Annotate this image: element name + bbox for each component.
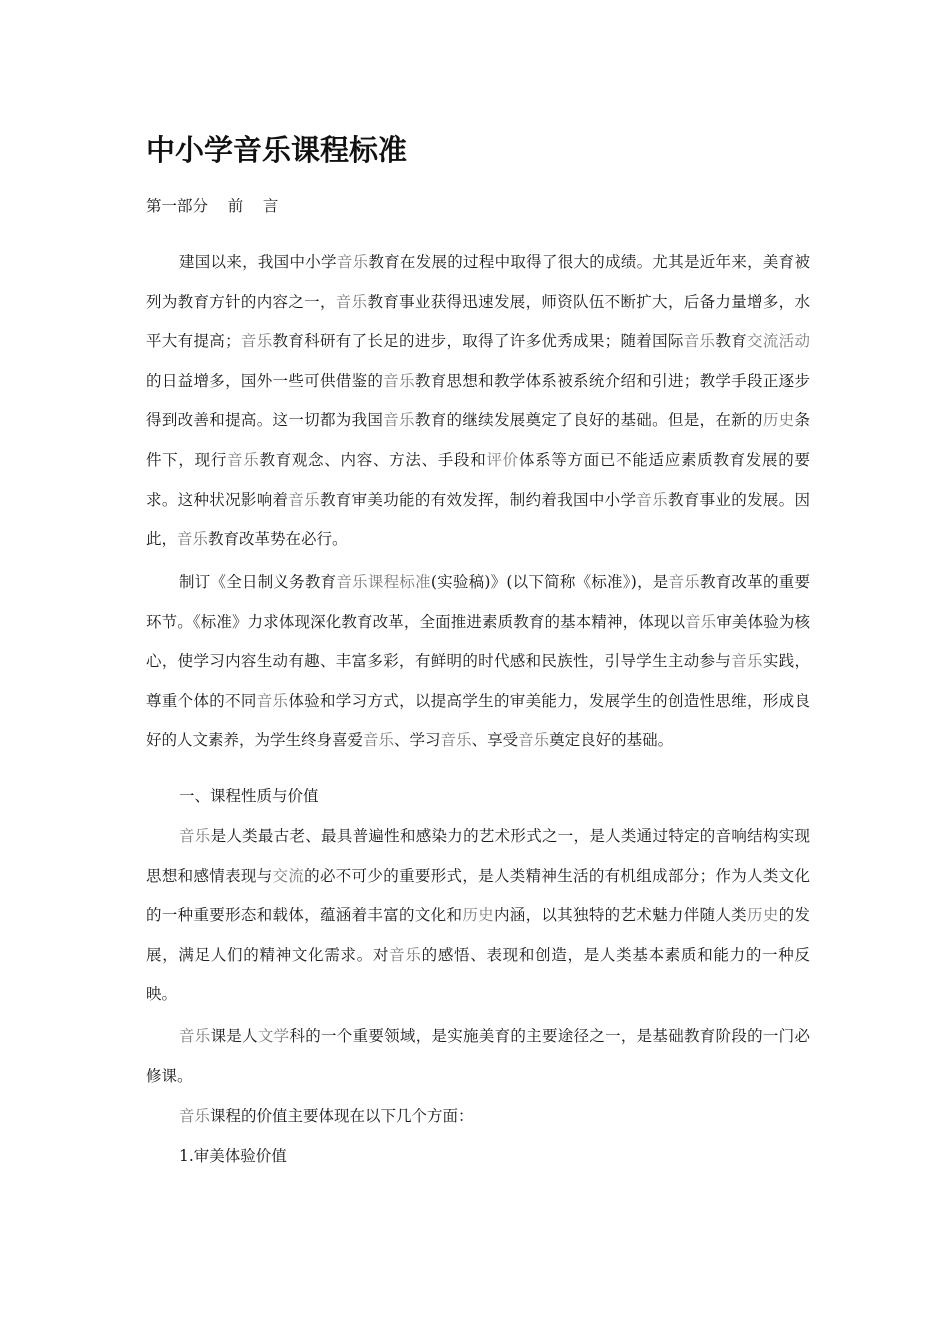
keyword-link[interactable]: 音乐 [668, 573, 701, 591]
text-run: 教育科研有了长足的进步，取得了许多优秀成果；随着国际 [272, 332, 684, 351]
section-heading-course-nature [146, 777, 810, 817]
paragraph-music-nature [146, 817, 810, 1015]
text-run: 、学习 [394, 731, 441, 750]
keyword-link[interactable]: 音乐 [518, 731, 550, 750]
text-run: 教育改革势在必行。 [208, 530, 348, 549]
text-run: 审美体验价值 [193, 1147, 287, 1165]
keyword-link[interactable]: 音乐 [179, 827, 211, 845]
keyword-link[interactable]: 交流 [272, 866, 305, 885]
text-run: 实践，尊重个体的不同 [146, 652, 810, 710]
text-run: 教育事业的发展。因此， [146, 490, 810, 549]
text-run: 内涵，以其独特的艺术魅力伴随人类 [493, 906, 747, 925]
text-run: (实验稿)》(以下简称《标准》)，是 [430, 573, 669, 591]
keyword-link[interactable]: 音乐 [363, 731, 395, 750]
keyword-link[interactable]: 音乐 [383, 411, 415, 430]
text-run: 1. [179, 1147, 194, 1165]
keyword-link[interactable]: 历史 [747, 906, 779, 925]
text-run: 课程的价值主要体现在以下几个方面： [210, 1107, 474, 1125]
text-run: 、享受 [471, 731, 519, 750]
text-run: 教育 [715, 332, 747, 351]
text-run: 是人类最古老、最具普遍性和感染力的艺术形式之一，是人类通过特定的音响结构实现思想和感情表现与 [146, 827, 810, 885]
keyword-link[interactable]: 音乐 [240, 332, 273, 351]
keyword-link[interactable]: 音乐课程标准 [336, 573, 431, 591]
keyword-link[interactable]: 评价 [486, 450, 519, 469]
keyword-link[interactable]: 音乐 [389, 945, 422, 964]
keyword-link[interactable]: 文学 [257, 1027, 290, 1045]
keyword-link[interactable]: 音乐 [440, 731, 472, 750]
keyword-link[interactable]: 音乐 [179, 1107, 211, 1125]
keyword-link[interactable]: 历史 [462, 906, 494, 925]
paragraph-preface-1 [146, 243, 810, 560]
text-run: 奠定良好的基础。 [549, 731, 674, 750]
keyword-link[interactable]: 音乐 [256, 691, 289, 710]
keyword-link[interactable]: 交流活动 [747, 332, 810, 351]
text-run: 的发展，满足人们的精神文化需求。对 [146, 906, 810, 964]
document-title: 中小学音乐课程标准 [146, 133, 408, 167]
text-run: 的感悟、表现和创造，是人类基本素质和能力的一种反映。 [146, 945, 810, 1004]
text-run: 条件下，现行 [146, 411, 810, 469]
text-run: 科的一个重要领域，是实施美育的主要途径之一，是基础教育阶段的一门必修课。 [146, 1027, 810, 1085]
text-run: 体系等方面已不能适应素质教育发展的要求。这种状况影响着 [146, 450, 810, 509]
part-heading: 第一部分 前 言 [146, 197, 279, 215]
text-run: 教育思想和教学体系被系统介绍和引进；教学手段正逐步得到改善和提高。这一切都为我国 [146, 371, 810, 430]
text-run: 制订《全日制义务教育 [179, 573, 337, 591]
text-run: 一、课程性质与价值 [179, 787, 319, 805]
paragraph-music-course [146, 1017, 810, 1096]
keyword-link[interactable]: 音乐 [336, 253, 369, 271]
keyword-link[interactable]: 音乐 [335, 292, 368, 311]
text-run: 建国以来，我国中小学 [179, 253, 337, 271]
keyword-link[interactable]: 音乐 [685, 612, 717, 631]
keyword-link[interactable]: 音乐 [179, 1027, 211, 1045]
text-run: 教育在发展的过程中取得了很大的成绩。尤其是近年来，美育被列为教育方针的内容之一， [146, 253, 810, 311]
text-run: 教育观念、内容、方法、手段和 [259, 450, 487, 469]
text-run: 的日益增多，国外一些可供借鉴的 [146, 371, 384, 390]
keyword-link[interactable]: 音乐 [177, 530, 209, 549]
keyword-link[interactable]: 音乐 [383, 371, 415, 390]
list-item-aesthetic-value [146, 1137, 810, 1177]
keyword-link[interactable]: 音乐 [683, 332, 716, 351]
text-run: 的必不可少的重要形式，是人类精神生活的有机组成部分；作为人类文化的一种重要形态和载体，蕴涵着丰富的文化和 [146, 866, 810, 925]
text-run: 教育事业获得迅速发展，师资队伍不断扩大，后备力量增多，水平大有提高； [146, 292, 810, 351]
text-run: 教育审美功能的有效发挥，制约着我国中小学 [319, 490, 637, 509]
text-run: 教育的继续发展奠定了良好的基础。但是，在新的 [414, 411, 763, 430]
text-run: 课是人 [210, 1027, 258, 1045]
paragraph-course-value-intro [146, 1097, 810, 1137]
text-run: 体验和学习方式，以提高学生的审美能力，发展学生的创造性思维，形成良好的人文素养，为学生终身喜爱 [146, 691, 810, 750]
paragraph-preface-2 [146, 563, 810, 761]
keyword-link[interactable]: 音乐 [636, 490, 668, 509]
keyword-link[interactable]: 音乐 [731, 652, 763, 671]
keyword-link[interactable]: 音乐 [227, 450, 260, 469]
keyword-link[interactable]: 历史 [762, 411, 795, 430]
text-run: 审美体验为核心，使学习内容生动有趣、丰富多彩，有鲜明的时代感和民族性，引导学生主动参与 [146, 612, 810, 671]
keyword-link[interactable]: 音乐 [288, 490, 320, 509]
text-run: 教育改革的重要环节。《标准》力求体现深化教育改革，全面推进素质教育的基本精神，体现以 [146, 573, 810, 631]
